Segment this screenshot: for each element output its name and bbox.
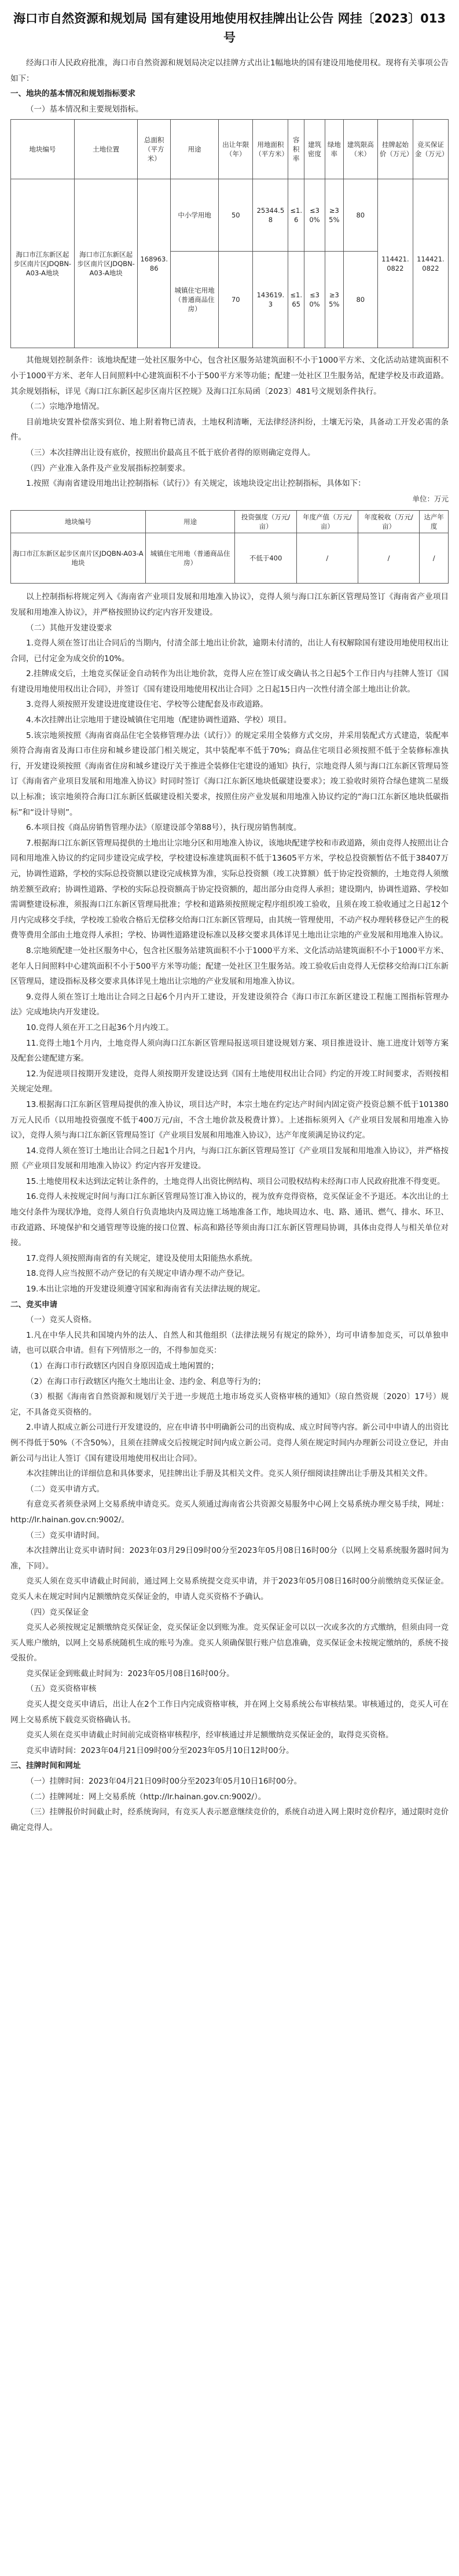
header-cell: 容积率 xyxy=(288,120,304,179)
cell-far: ≤1.6 xyxy=(288,179,304,252)
cell-density: ≤30% xyxy=(304,252,325,348)
paragraph: （一）竞买人资格。 xyxy=(26,1315,97,1325)
section-heading-3: 三、挂牌时间和网址 xyxy=(10,1761,81,1771)
header-cell: 挂牌起始价（万元） xyxy=(377,120,413,179)
paragraph: 其他规划控制条件：该地块配建一处社区服务中心，包含社区服务站建筑面积不小于1000平方米、文化活动站建筑面积不小于1000平方米、老年人日间照料中心建筑面积不小于500平方米等功能；配建一处社区卫生服务站，配建学校及市政道路。其余规划指标，详见《海口江东新区起步区南片区控规》及海口江东局函〔2023〕481号文规划条件执行。 xyxy=(10,356,449,396)
cell-use: 中小学用地 xyxy=(171,179,219,252)
paragraph: 14.竞得人须在签订土地出让合同之日起1个月内，与海口江东新区管理局签订《产业项目发展和用地准入协议》，并严格按照《产业项目发展和用地准入协议》约定内容开发建设。 xyxy=(10,1146,449,1171)
paragraph: 18.竞得人应当按照不动产登记的有关规定申请办理不动产登记。 xyxy=(26,1269,249,1279)
paragraph: （二）其他开发建设要求 xyxy=(26,623,112,633)
header-cell: 绿地率 xyxy=(325,120,343,179)
table-unit-label: 单位：万元 xyxy=(412,494,449,503)
table-row xyxy=(11,179,449,252)
paragraph: 竞买保证金到账截止时间为：2023年05月08日16时00分。 xyxy=(26,1669,234,1678)
cell-land-id: 海口市江东新区起步区南片区JDQBN-A03-A地块 xyxy=(11,179,75,348)
paragraph: 以上控制指标将规定列入《海南省产业项目发展和用地准入协议》，竞得人须与海口江东新区管理局签订《海南省产业项目发展和用地准入协议》，并严格按照协议约定内容开发建设。 xyxy=(10,592,449,617)
paragraph: （四）竞买保证金 xyxy=(26,1607,89,1617)
paragraph: 19.本出让宗地的开发建设须遵守国家和海南省有关法律法规的规定。 xyxy=(26,1285,265,1294)
development-requirements xyxy=(10,589,449,1297)
paragraph: 15.土地使用权未达到法定转让条件的，土地竞得人出资比例结构、项目公司股权结构未经海口市人民政府批准不得变更。 xyxy=(26,1176,445,1186)
paragraph: 竞买人必须按规定足额缴纳竞买保证金，竞买保证金以到账为准。竞买保证金可以以一次或多次的方式缴纳，但须由同一竞买人账户缴纳，以网上交易系统随机生成的账号为准。竞买人须确保银行账户信息准确，竞买保证金未按规定缴纳的，系统不接受报价。 xyxy=(10,1623,449,1663)
bid-application-section xyxy=(10,1312,449,1758)
paragraph: （三）本次挂牌出让设有底价，按照出价最高且不低于底价者得的原则确定竞得人。 xyxy=(26,448,315,457)
section-heading-2: 二、竞买申请 xyxy=(10,1300,57,1309)
header-cell: 用地面积（平方米） xyxy=(253,120,288,179)
paragraph: （3）根据《海南省自然资源和规划厅关于进一步规范土地市场竞买人资格审核的通知》（琼自然资规〔2020〕17号）规定，不具备竞买资格的。 xyxy=(10,1392,449,1417)
announcement-body xyxy=(10,56,449,1835)
paragraph: 本次挂牌出让竞买申请时间：2023年03月29日09时00分至2023年05月08日16时00分（以网上交易系统服务器时间为准，下同）。 xyxy=(10,1546,449,1571)
header-cell: 年度产值（万元/亩） xyxy=(296,511,358,533)
header-cell: 达产年度 xyxy=(420,511,449,533)
paragraph: 6.本项目按《商品房销售管理办法》（原建设部令第88号），执行现房销售制度。 xyxy=(26,823,302,833)
paragraph: 2.申请人拟成立新公司进行开发建设的，应在申请书中明确新公司的出资构成、成立时间等内容。新公司中申请人的出资比例不得低于50%（不含50%），且须在挂牌成交后按规定时间内成立新公司。竞得人须在规定时间内办理新公司设立登记，并由新公司与出让人签订《国有建设用地使用权出让合同》。 xyxy=(10,1423,449,1463)
paragraph: 竞买人须在竞买申请截止时间前完成资格审核程序，经审核通过并足额缴纳竞买保证金的，取得竞买资格。 xyxy=(26,1730,394,1740)
paragraph: 16.竞得人未按规定时间与海口江东新区管理局签订准入协议的，视为放弃竞得资格，竞买保证金不予退还。本次出让的土地交付条件为现状净地，竞得人须自行负责地块内及周边施工场地准备工作，地块周边水、电、路、通讯、燃气、排水、环卫、市政道路、环境保护和交通管理等设施的接口位置、标高和路径等须由海口江东新区管理局协调，具体由竞得人与相关单位对接。 xyxy=(10,1192,449,1248)
paragraph: 有意竞买者须登录网上交易系统申请竞买。竞买人须通过海南省公共资源交易服务中心网上交易系统办理交易手续，网址：http://lr.hainan.gov.cn:9002/。 xyxy=(10,1500,449,1525)
header-cell: 建筑密度 xyxy=(304,120,325,179)
section-heading-1: 一、地块的基本情况和规划指标要求 xyxy=(10,89,135,99)
paragraph: 8.宗地须配建一处社区服务中心，包含社区服务站建筑面积不小于1000平方米、文化活动站建筑面积不小于1000平方米、老年人日间照料中心建筑面积不小于500平方米等功能；配建一处社区卫生服务站。竣工验收后由竞得人无偿移交给海口江东新区管理局，建设指标及移交要求具体详见土地出让宗地的产业发展和用地准入协议。 xyxy=(10,946,449,987)
header-cell: 地块编号 xyxy=(11,511,146,533)
cell-location: 海口市江东新区起步区南片区JDQBN-A03-A地块 xyxy=(74,179,138,348)
paragraph: 竞买人提交竞买申请后，出让人在2个工作日内完成资格审核，并在网上交易系统公布审核结果。审核通过的，竞买人可在网上交易系统下载竞买资格确认书。 xyxy=(10,1700,449,1725)
header-cell: 土地位置 xyxy=(74,120,138,179)
cell-height: 80 xyxy=(343,179,377,252)
control-indicator-table xyxy=(10,510,449,584)
listing-time-section xyxy=(10,1774,449,1835)
header-cell: 年度税收（万元/亩） xyxy=(358,511,419,533)
paragraph: 9.竞得人须在签订土地出让合同之日起6个月内开工建设，开发建设须符合《海口市江东新区建设工程施工图指标管理办法》完成地块内开发建设。 xyxy=(10,992,449,1017)
cell-density: ≤30% xyxy=(304,179,325,252)
cell-green: ≥35% xyxy=(325,179,343,252)
cell-year: / xyxy=(420,533,449,584)
cell-area: 25344.58 xyxy=(253,179,288,252)
paragraph: 7.根据海口江东新区管理局提供的土地出让宗地分区和用地准入协议，该地块配建学校和市政道路，须由竞得人按照出让合同和用地准入协议的约定同步建设完成学校，学校建设标准建筑面积不低于13605平方米，学校总投资额暂估不低于38407万元，协调性道路，学校的实际总投资额以建设完成核算为准，实际总投资额（竣工决算额）低于协定投资额的，土地竞得人须缴纳差额至政府；协调性道路、学校的实际总投资额高于协定投资额的，超出部分由竞得人承担；建设期内，协调性道路、学校如需调整建设标准，须报海口江东新区管理局批准；学校和道路须按照规定程序组织竣工验收，且须在竣工验收通过之日起12个月内完成移交手续，学校竣工验收合格后无偿移交给海口江东新区管理局，由其统一管理使用，不动产权办理转移登记产生的税费等费用全部由土地竞得人承担；学校、协调性道路建设标准以及移交要求具体详见土地出让宗地的产业发展和用地准入协议。 xyxy=(10,838,449,940)
cell-green: ≥35% xyxy=(325,252,343,348)
paragraph: 目前地块安置补偿落实到位、地上附着物已清表，土地权利清晰，无法律经济纠纷，土壤无污染，具备动工开发必需的条件。 xyxy=(10,417,449,442)
header-cell: 出让年限（年） xyxy=(219,120,253,179)
paragraph: 竞买申请时间：2023年04月21日09时00分至2023年05月10日12时00分。 xyxy=(26,1745,294,1755)
subsection-heading: （一）基本情况和主要规划指标。 xyxy=(26,104,144,114)
paragraph: 12.为促进项目按期开发建设，竞得人须按期开发建设达到《国有土地使用权出让合同》约定的开竣工时间要求，否则按相关规定处理。 xyxy=(10,1069,449,1094)
paragraph: （2）在海口市行政辖区内拖欠土地出让金、违约金、利息等行为的； xyxy=(26,1376,266,1386)
paragraph: （一）挂牌时间：2023年04月21日09时00分至2023年05月10日16时00分。 xyxy=(26,1777,302,1787)
table-header-row xyxy=(11,120,449,179)
header-cell: 用途 xyxy=(171,120,219,179)
header-cell: 总面积（平方米） xyxy=(138,120,171,179)
paragraph: 13.根据海口江东新区管理局提供的准入协议，项目达产时，本宗土地在约定达产时间内固定资产投资总额不低于101380万元人民币（以用地投资强度不低于400万元/亩，不含土地价款及税费计算）。上述指标须列入《产业项目发展和用地准入协议》，竞得人须与海口江东新区管理局签订《产业项目发展和用地准入协议》，达产年度须满足协议约定。 xyxy=(10,1099,449,1141)
paragraph: 10.竞得人须在开工之日起36个月内竣工。 xyxy=(26,1023,174,1032)
header-cell: 地块编号 xyxy=(11,120,75,179)
paragraph: 2.挂牌成交后，土地竞买保证金自动转作为出让地价款，竞得人应在签订成交确认书之日起5个工作日内与挂牌人签订《国有建设用地使用权出让合同》，并签订《国有建设用地使用权出让合同》之日起15日内一次性付清全部土地出让价款。 xyxy=(10,669,449,694)
header-cell: 用途 xyxy=(145,511,235,533)
table-header-row xyxy=(11,511,449,533)
cell-invest: 不低于400 xyxy=(235,533,296,584)
paragraph: （三）竞买申请时间。 xyxy=(26,1530,104,1540)
header-cell: 建筑限高（米） xyxy=(343,120,377,179)
cell-years: 50 xyxy=(219,179,253,252)
paragraph: 5.该宗地须按照《海南省商品住宅全装修管理办法（试行）》的规定采用全装修方式交房，并采用装配式方式建造，装配率须符合海南省及海口市住房和城乡建设部门相关规定，其中装配率不低于70%；商品住宅项目必须按照不低于全装修标准执行，开发建设须按照《海南省住房和城乡建设厅关于推进全装修住宅建设的通知》执行，宗地竞得人须与海口江东新区管理局签订《海南省产业项目发展和用地准入协议》时同时签订《海口江东新区地块低碳建设要求》；竣工验收时须符合绿色建筑二星级以上标准；该宗地须符合海口江东新区低碳建设相关要求，按照住房产业发展和用地准入协议约定的“海口江东新区地块低碳指标”和“设计导则”。 xyxy=(10,730,449,817)
paragraph: （二）竞买申请方式。 xyxy=(26,1484,104,1494)
page-title: 海口市自然资源和规划局 国有建设用地使用权挂牌出让公告 网挂〔2023〕013号 xyxy=(13,12,446,45)
paragraph: （1）在海口市行政辖区内因自身原因造成土地闲置的； xyxy=(26,1361,219,1371)
paragraph: （二）挂牌网址：网上交易系统（http://lr.hainan.gov.cn:9002/）。 xyxy=(26,1792,266,1802)
cell-output: / xyxy=(296,533,358,584)
table-row xyxy=(11,533,449,584)
paragraph: 本次挂牌出让的详细信息和具体要求，见挂牌出让手册及其相关文件。竞买人须仔细阅读挂牌出让手册及其相关文件。 xyxy=(26,1469,432,1479)
cell-use: 城镇住宅用地（普通商品住房） xyxy=(171,252,219,348)
cell-price: 114421.0822 xyxy=(377,179,413,348)
paragraph: 11.竞得土地1个月内，土地竞得人须向海口江东新区管理局报送项目建设规划方案、项目推进设计、施工进度计划等方案及配套公建配建方案。 xyxy=(10,1038,449,1064)
cell-land-id: 海口市江东新区起步区南片区JDQBN-A03-A地块 xyxy=(11,533,146,584)
paragraph: 1.竞得人须在签订出让合同后的当期内，付清全部土地出让价款，逾期未付清的，出让人有权解除国有建设用地使用权出让合同，已付定金为成交价的10%。 xyxy=(10,639,449,663)
paragraph: 竞买人须在竞买申请截止时间前，通过网上交易系统提交竞买申请，并于2023年05月08日16时00分前缴纳竞买保证金。竞买人未在规定时间内足额缴纳竞买保证金的，申请人竞买资格不予确认。 xyxy=(10,1577,449,1601)
paragraph: 4.本次挂牌出让宗地用于建设城镇住宅用地（配建协调性道路、学校）项目。 xyxy=(26,715,292,725)
paragraph: 3.竞得人须按照开发建设进度建设住宅、学校等公建配套及市政道路。 xyxy=(26,700,268,710)
cell-tax: / xyxy=(358,533,419,584)
cell-use: 城镇住宅用地（普通商品住房） xyxy=(145,533,235,584)
cell-deposit: 114421.0822 xyxy=(413,179,448,348)
paragraph: （三）挂牌报价时间截止时，经系统询问，有竞买人表示愿意继续竞价的，系统自动进入网上限时竞价程序，通过限时竞价确定竞得人。 xyxy=(10,1807,449,1832)
paragraph: 1.按照《海南省建设用地出让控制指标（试行）》有关规定，该地块设定出让控制指标，具体如下： xyxy=(26,479,366,489)
cell-height: 80 xyxy=(343,252,377,348)
paragraph: （二）宗地净地情况。 xyxy=(26,402,104,412)
land-info-table xyxy=(10,119,449,348)
cell-total-area: 168963.86 xyxy=(138,179,171,348)
paragraph: （四）产业准入条件及产业发展指标控制要求。 xyxy=(26,463,190,473)
intro-paragraph: 经海口市人民政府批准，海口市自然资源和规划局决定以挂牌方式出让1幅地块的国有建设用地使用权。现将有关事项公告如下： xyxy=(10,58,449,83)
cell-years: 70 xyxy=(219,252,253,348)
header-cell: 竞买保证金（万元） xyxy=(413,120,448,179)
cell-far: ≤1.65 xyxy=(288,252,304,348)
header-cell: 投资强度（万元/亩） xyxy=(235,511,296,533)
paragraph: （五）竞买资格审核 xyxy=(26,1684,97,1694)
paragraph: 1.凡在中华人民共和国境内外的法人、自然人和其他组织（法律法规另有规定的除外），均可申请参加竞买，可以单独申请，也可以联合申请。但有下列情形之一的，不得参加竞买： xyxy=(10,1330,449,1356)
cell-area: 143619.3 xyxy=(253,252,288,348)
paragraph: 17.竞得人须按照海南省的有关规定，建设及使用太阳能热水系统。 xyxy=(26,1253,258,1263)
